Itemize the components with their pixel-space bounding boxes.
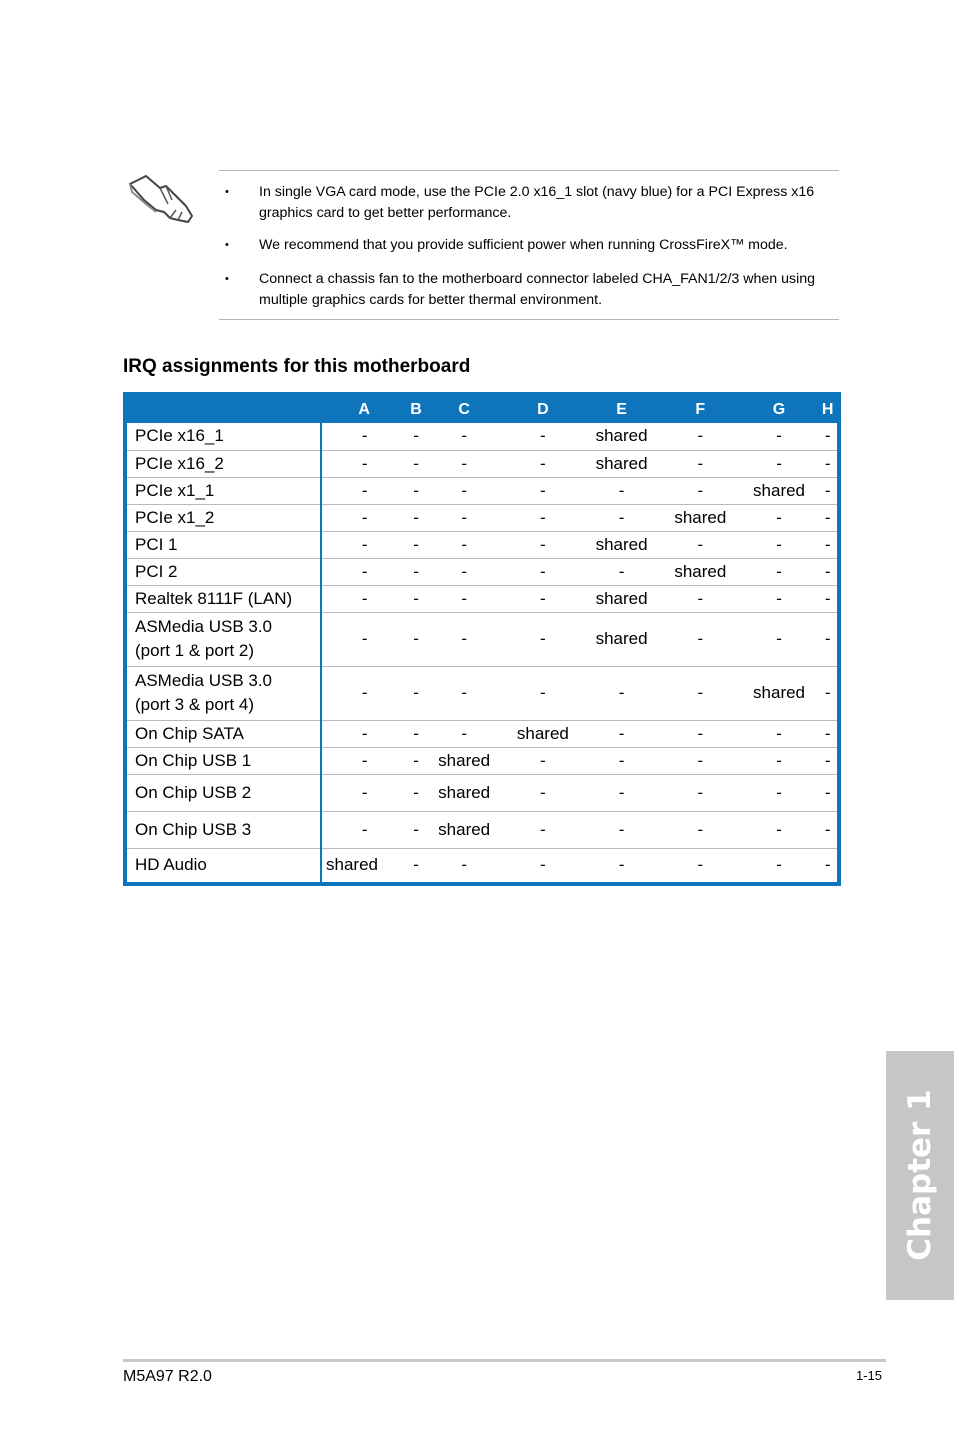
irq-cell: -: [504, 423, 583, 450]
hand-note-icon: [126, 170, 196, 226]
irq-cell: -: [504, 504, 583, 531]
irq-cell: -: [504, 612, 583, 666]
irq-cell: -: [661, 747, 740, 774]
row-label-line: Realtek 8111F (LAN): [135, 588, 293, 608]
irq-cell: -: [407, 666, 425, 720]
irq-cell: -: [321, 450, 407, 477]
irq-cell: -: [740, 774, 819, 811]
irq-cell: -: [504, 477, 583, 504]
column-header: E: [582, 394, 661, 423]
irq-cell: -: [776, 855, 782, 875]
column-header: C: [425, 394, 504, 423]
table-row: [125, 531, 839, 558]
irq-cell: -: [407, 531, 425, 558]
irq-cell: -: [425, 720, 504, 747]
irq-cell: -: [407, 477, 425, 504]
irq-cell: -: [740, 450, 819, 477]
irq-cell: -: [321, 504, 407, 531]
header-corner: [125, 394, 321, 423]
irq-cell: -: [818, 612, 839, 666]
irq-cell: -: [582, 558, 661, 585]
column-header: B: [407, 394, 425, 423]
row-label-line: ASMedia USB 3.0: [135, 671, 273, 690]
irq-cell: -: [425, 531, 504, 558]
bullet: •: [225, 273, 229, 285]
row-label-line: (port 3 & port 4): [135, 695, 255, 714]
chapter-tab: [886, 1051, 954, 1300]
irq-cell: -: [321, 612, 407, 666]
table-row: [125, 504, 839, 531]
irq-cell: -: [818, 585, 839, 612]
irq-cell: -: [407, 747, 425, 774]
irq-cell: -: [407, 450, 425, 477]
irq-cell: -: [407, 720, 425, 747]
irq-cell: -: [661, 423, 740, 450]
row-label: [125, 477, 321, 504]
irq-cell: -: [661, 450, 740, 477]
irq-cell: -: [740, 558, 819, 585]
irq-cell: -: [425, 558, 504, 585]
table-row: [125, 774, 839, 811]
irq-cell: -: [661, 720, 740, 747]
irq-cell: -: [582, 811, 661, 848]
irq-cell: -: [661, 612, 740, 666]
row-label-line: On Chip USB 2: [135, 782, 252, 802]
row-label: [125, 558, 321, 585]
irq-cell: -: [582, 720, 661, 747]
irq-cell: shared: [425, 774, 504, 811]
irq-cell: -: [321, 811, 407, 848]
table-row: [125, 477, 839, 504]
irq-cell: -: [321, 423, 407, 450]
note-text: Connect a chassis fan to the motherboard connector labeled CHA_FAN1/2/3 when using multiple graphics cards for better thermal environment.: [259, 271, 816, 308]
table-row: [125, 720, 839, 747]
bullet: •: [225, 239, 229, 251]
irq-cell: -: [425, 504, 504, 531]
irq-cell: shared: [582, 612, 661, 666]
irq-cell: shared: [425, 747, 504, 774]
irq-cell: -: [740, 585, 819, 612]
irq-cell: shared: [582, 585, 661, 612]
irq-cell: -: [407, 504, 425, 531]
row-label-line: PCI 1: [135, 534, 178, 554]
table-row: [125, 666, 839, 720]
row-label: [125, 848, 321, 884]
irq-cell: -: [740, 747, 819, 774]
irq-cell: -: [582, 774, 661, 811]
row-label: [125, 666, 321, 720]
irq-cell: shared: [582, 450, 661, 477]
irq-cell: -: [407, 585, 425, 612]
row-label: [125, 531, 321, 558]
irq-cell: -: [818, 720, 839, 747]
irq-cell: shared: [740, 666, 819, 720]
irq-cell: -: [661, 774, 740, 811]
irq-cell: -: [697, 855, 704, 875]
irq-cell: -: [818, 811, 839, 848]
irq-cell: shared: [582, 531, 661, 558]
irq-cell: -: [740, 531, 819, 558]
row-label-line: PCIe x16_2: [135, 453, 224, 473]
irq-cell: -: [818, 774, 839, 811]
irq-cell: -: [425, 450, 504, 477]
irq-cell: -: [425, 423, 504, 450]
irq-cell: -: [407, 612, 425, 666]
irq-cell: -: [582, 504, 661, 531]
irq-table: [123, 392, 841, 886]
irq-cell: -: [818, 504, 839, 531]
irq-cell: -: [661, 585, 740, 612]
column-header: D: [504, 394, 583, 423]
row-label-line: On Chip USB 1: [135, 750, 252, 770]
table-row: [125, 747, 839, 774]
table-row: [125, 558, 839, 585]
irq-cell: -: [321, 747, 407, 774]
irq-cell: -: [504, 531, 583, 558]
irq-cell: shared: [661, 558, 740, 585]
irq-cell: -: [504, 774, 583, 811]
irq-cell: -: [582, 477, 661, 504]
irq-cell: -: [407, 558, 425, 585]
table-row: [125, 811, 839, 848]
row-label-line: HD Audio: [135, 855, 207, 875]
irq-cell: -: [824, 855, 831, 875]
row-label-line: PCIe x16_1: [135, 426, 224, 446]
column-header: F: [661, 394, 740, 423]
irq-cell: -: [504, 811, 583, 848]
irq-cell: -: [740, 811, 819, 848]
irq-cell: -: [818, 558, 839, 585]
irq-cell: shared: [661, 504, 740, 531]
irq-cell: shared: [326, 855, 378, 875]
irq-cell: -: [321, 531, 407, 558]
irq-cell: -: [818, 747, 839, 774]
irq-cell: -: [413, 855, 419, 875]
row-label: [125, 423, 321, 450]
row-label: [125, 504, 321, 531]
irq-cell: -: [818, 531, 839, 558]
irq-cell: -: [407, 774, 425, 811]
row-label-line: On Chip SATA: [135, 723, 244, 743]
irq-cell: shared: [504, 720, 583, 747]
irq-cell: -: [618, 855, 625, 875]
irq-cell: -: [818, 477, 839, 504]
note-box: [219, 170, 839, 320]
column-header: G: [740, 394, 819, 423]
table-row: [125, 848, 839, 884]
section-title: IRQ assignments for this motherboard: [123, 356, 471, 377]
irq-cell: -: [321, 477, 407, 504]
irq-cell: -: [818, 423, 839, 450]
irq-cell: -: [582, 747, 661, 774]
row-label-line: PCI 2: [135, 561, 178, 581]
irq-cell: -: [504, 450, 583, 477]
irq-cell: -: [740, 423, 819, 450]
footer-model: M5A97 R2.0: [123, 1368, 212, 1385]
table-row: [125, 585, 839, 612]
note-text: In single VGA card mode, use the PCIe 2.0 x16_1 slot (navy blue) for a PCI Express x16 graphics card to get better performance.: [259, 184, 815, 221]
irq-cell: -: [461, 855, 467, 875]
row-label: [125, 747, 321, 774]
irq-cell: -: [321, 585, 407, 612]
irq-cell: -: [425, 477, 504, 504]
row-label: [125, 720, 321, 747]
row-label: [125, 774, 321, 811]
table-row: [125, 423, 839, 450]
irq-cell: -: [425, 585, 504, 612]
bullet: •: [225, 186, 229, 198]
irq-cell: -: [661, 531, 740, 558]
footer-page-number: 1-15: [856, 1368, 883, 1383]
irq-cell: -: [321, 774, 407, 811]
irq-cell: -: [504, 558, 583, 585]
table-body: [125, 423, 839, 884]
chapter-tab-label: Chapter 1: [902, 1089, 938, 1261]
row-label-line: (port 1 & port 2): [135, 641, 255, 660]
row-label-line: On Chip USB 3: [135, 819, 252, 839]
irq-cell: -: [504, 666, 583, 720]
irq-cell: shared: [582, 423, 661, 450]
irq-cell: -: [504, 747, 583, 774]
irq-cell: -: [740, 612, 819, 666]
row-label: [125, 612, 321, 666]
irq-cell: -: [321, 720, 407, 747]
column-header: A: [321, 394, 407, 423]
irq-cell: -: [582, 666, 661, 720]
table-row: [125, 612, 839, 666]
row-label: [125, 450, 321, 477]
irq-cell: -: [425, 612, 504, 666]
irq-cell: -: [661, 666, 740, 720]
irq-cell: -: [407, 811, 425, 848]
irq-cell: shared: [425, 811, 504, 848]
irq-cell: -: [425, 666, 504, 720]
row-label-line: ASMedia USB 3.0: [135, 617, 273, 636]
table-header-row: [125, 394, 839, 423]
row-label: [125, 585, 321, 612]
irq-cell: -: [818, 666, 839, 720]
irq-cell: -: [504, 585, 583, 612]
irq-cell: -: [661, 811, 740, 848]
note-text: We recommend that you provide sufficient power when running CrossFireX™ mode.: [259, 237, 788, 253]
irq-cell: -: [661, 477, 740, 504]
irq-cell: -: [407, 423, 425, 450]
footer-divider: [123, 1359, 886, 1362]
row-label-line: PCIe x1_1: [135, 480, 215, 500]
irq-cell: -: [740, 504, 819, 531]
irq-cell: -: [540, 855, 546, 875]
irq-cell: -: [818, 450, 839, 477]
row-label-line: PCIe x1_2: [135, 507, 215, 527]
column-header: H: [818, 394, 839, 423]
row-label: [125, 811, 321, 848]
table-row: [125, 450, 839, 477]
irq-cell: -: [740, 720, 819, 747]
irq-cell: -: [321, 666, 407, 720]
irq-cell: -: [321, 558, 407, 585]
irq-cell: shared: [740, 477, 819, 504]
